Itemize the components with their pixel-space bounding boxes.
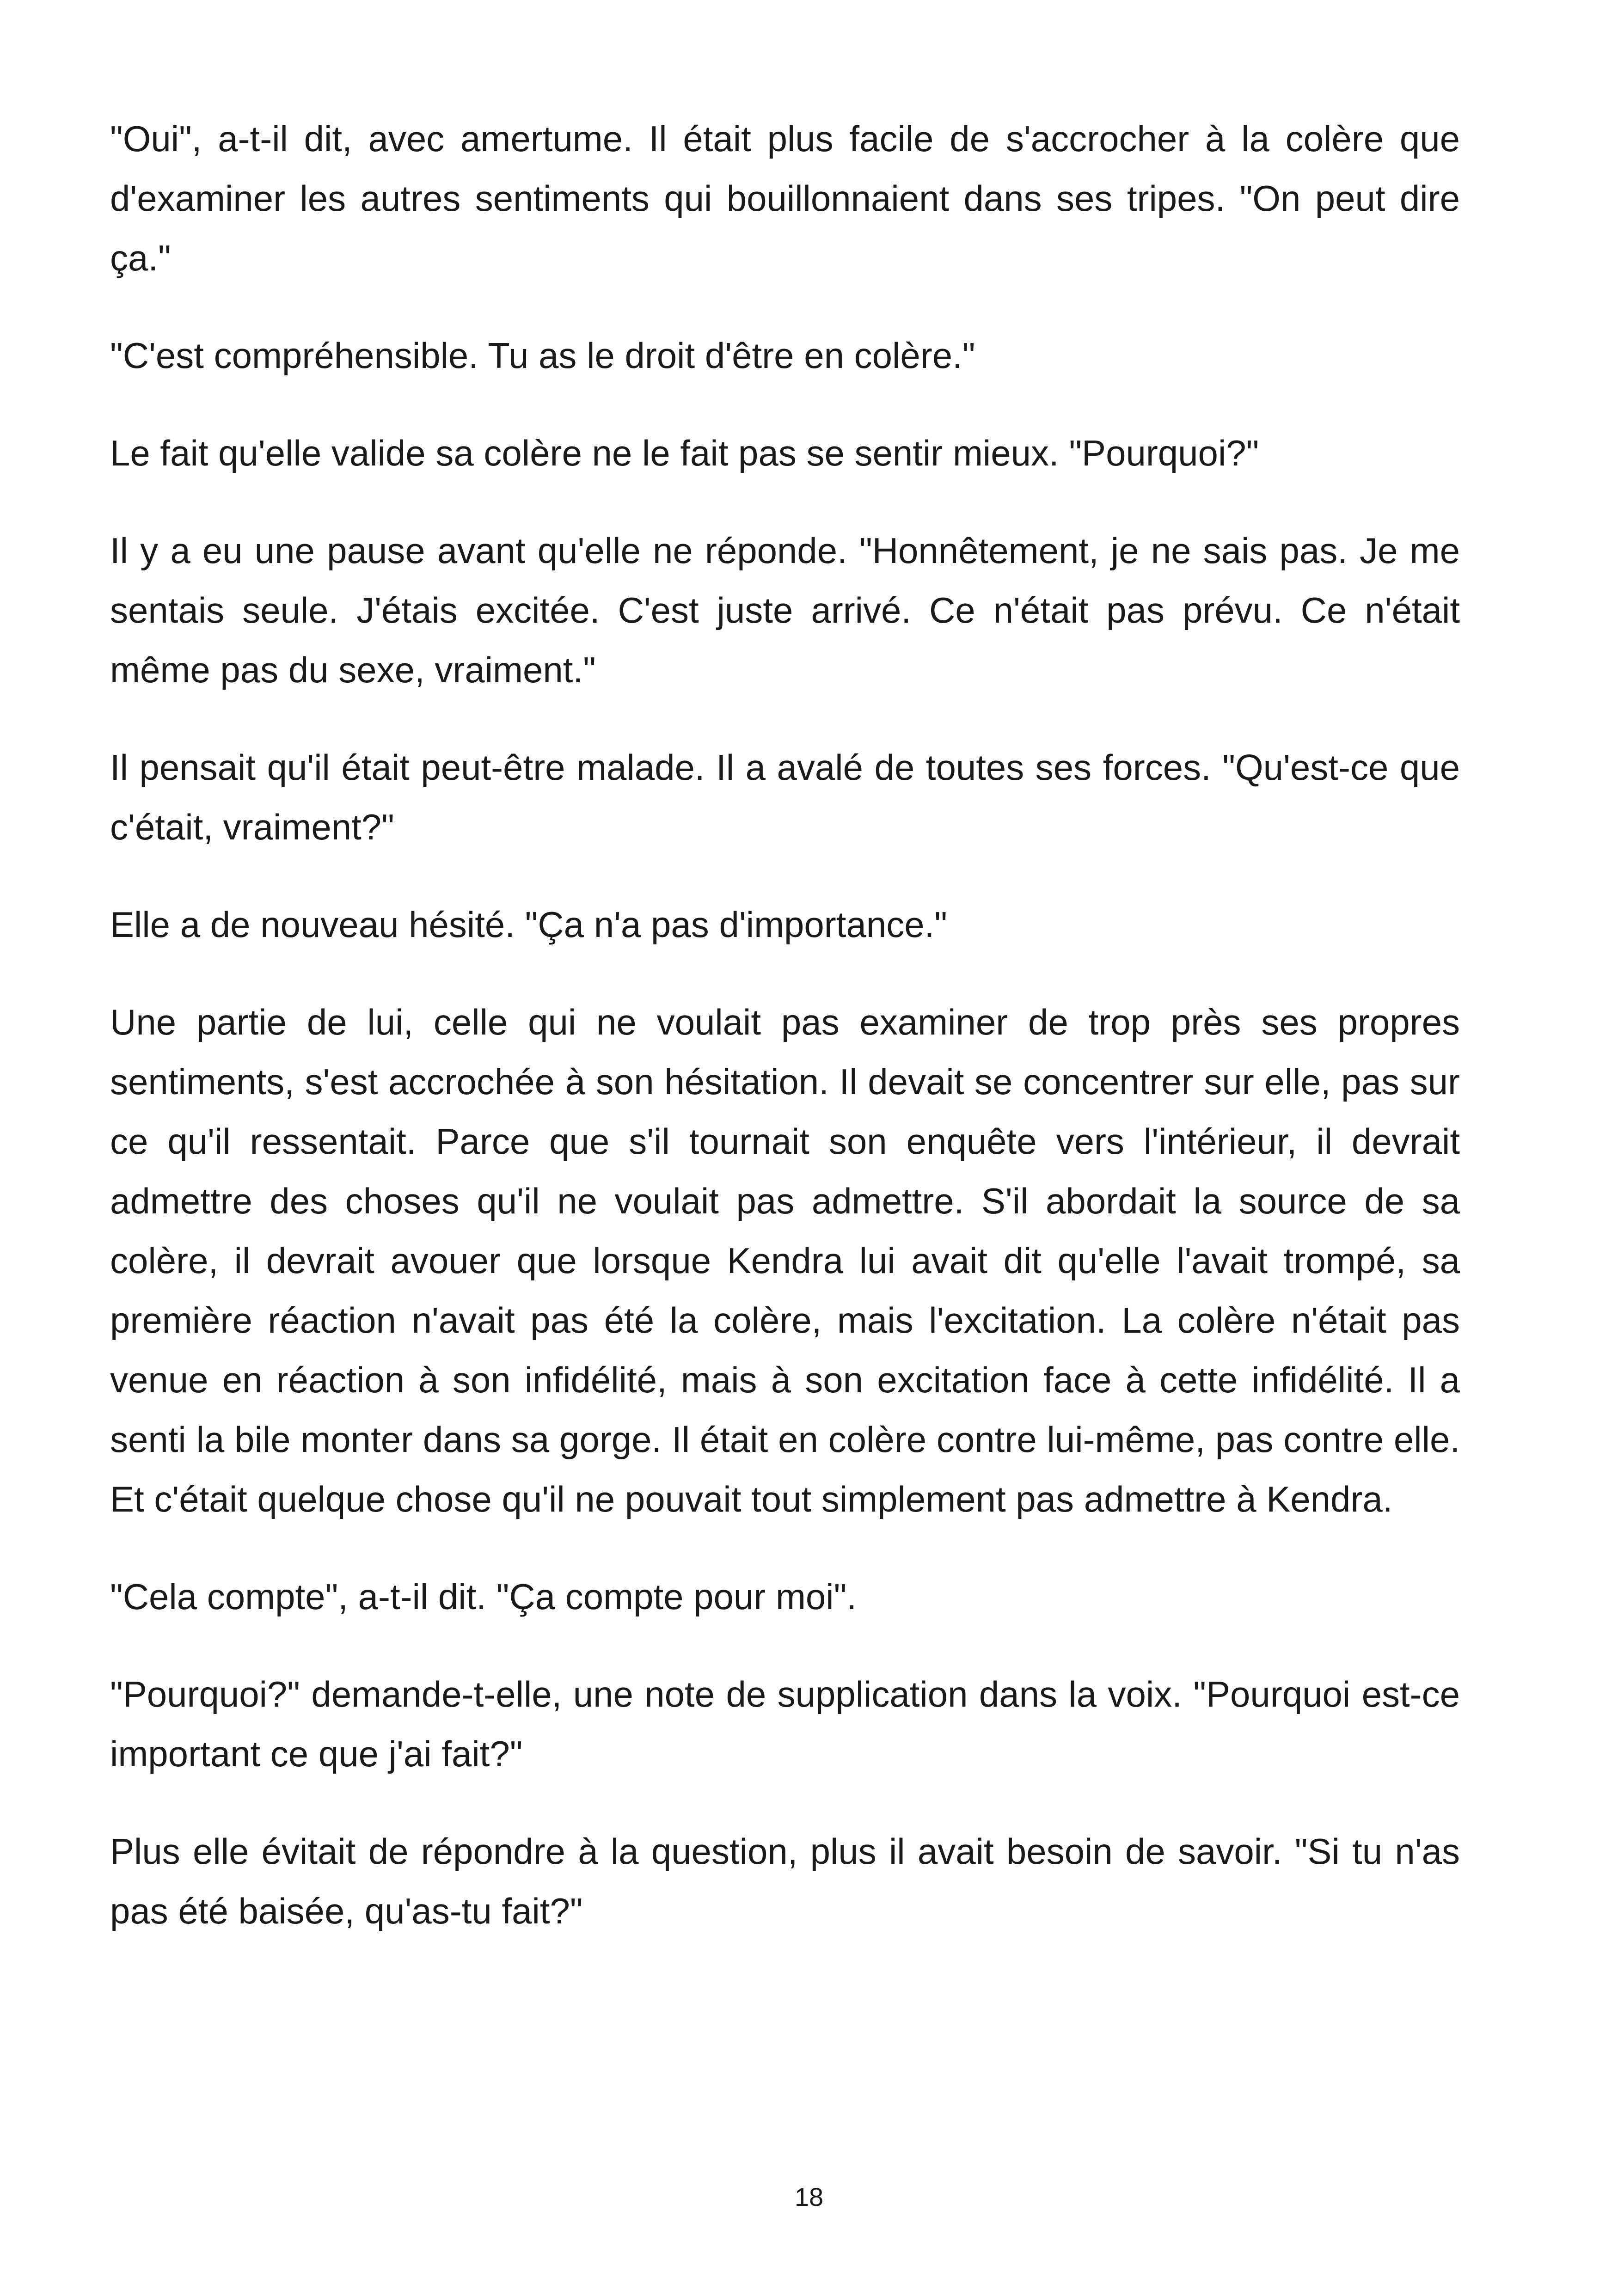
- paragraph-4: Il y a eu une pause avant qu'elle ne réponde. "Honnêtement, je ne sais pas. Je me sentais seule. J'étais excitée. C'est juste arrivé. Ce n'était pas prévu. Ce n'était même pas du sexe, vraiment.": [110, 530, 1460, 690]
- page-number: 18: [794, 2182, 824, 2211]
- paragraph-5: Il pensait qu'il était peut-être malade. Il a avalé de toutes ses forces. "Qu'est-ce que c'était, vraiment?": [110, 747, 1460, 847]
- paragraph-3: Le fait qu'elle valide sa colère ne le fait pas se sentir mieux. "Pourquoi?": [110, 433, 1259, 473]
- paragraph-1: "Oui", a-t-il dit, avec amertume. Il était plus facile de s'accrocher à la colère que d'examiner les autres sentiments qui bouillonnaient dans ses tripes. "On peut dire ça.": [110, 118, 1460, 278]
- paragraph-8: "Cela compte", a-t-il dit. "Ça compte pour moi".: [110, 1576, 857, 1617]
- body-text: [110, 109, 1460, 1941]
- paragraph-2: "C'est compréhensible. Tu as le droit d'être en colère.": [110, 335, 975, 376]
- paragraph-10: Plus elle évitait de répondre à la question, plus il avait besoin de savoir. "Si tu n'as pas été baisée, qu'as-tu fait?": [110, 1831, 1460, 1931]
- paragraph-7: Une partie de lui, celle qui ne voulait pas examiner de trop près ses propres sentiments, s'est accrochée à son hésitation. Il devait se concentrer sur elle, pas sur ce qu'il ressentait. Parce que s'il tournait son enquête vers l'intérieur, il devrait admettre des choses qu'il ne voulait pas admettre. S'il abordait la source de sa colère, il devrait avouer que lorsque Kendra lui avait dit qu'elle l'avait trompé, sa première réaction n'avait pas été la colère, mais l'excitation. La colère n'était pas venue en réaction à son infidélité, mais à son excitation face à cette infidélité. Il a senti la bile monter dans sa gorge. Il était en colère contre lui-même, pas contre elle. Et c'était quelque chose qu'il ne pouvait tout simplement pas admettre à Kendra.: [110, 1002, 1460, 1519]
- paragraph-9: "Pourquoi?" demande-t-elle, une note de supplication dans la voix. "Pourquoi est-ce important ce que j'ai fait?": [110, 1674, 1460, 1774]
- paragraph-6: Elle a de nouveau hésité. "Ça n'a pas d'importance.": [110, 904, 947, 945]
